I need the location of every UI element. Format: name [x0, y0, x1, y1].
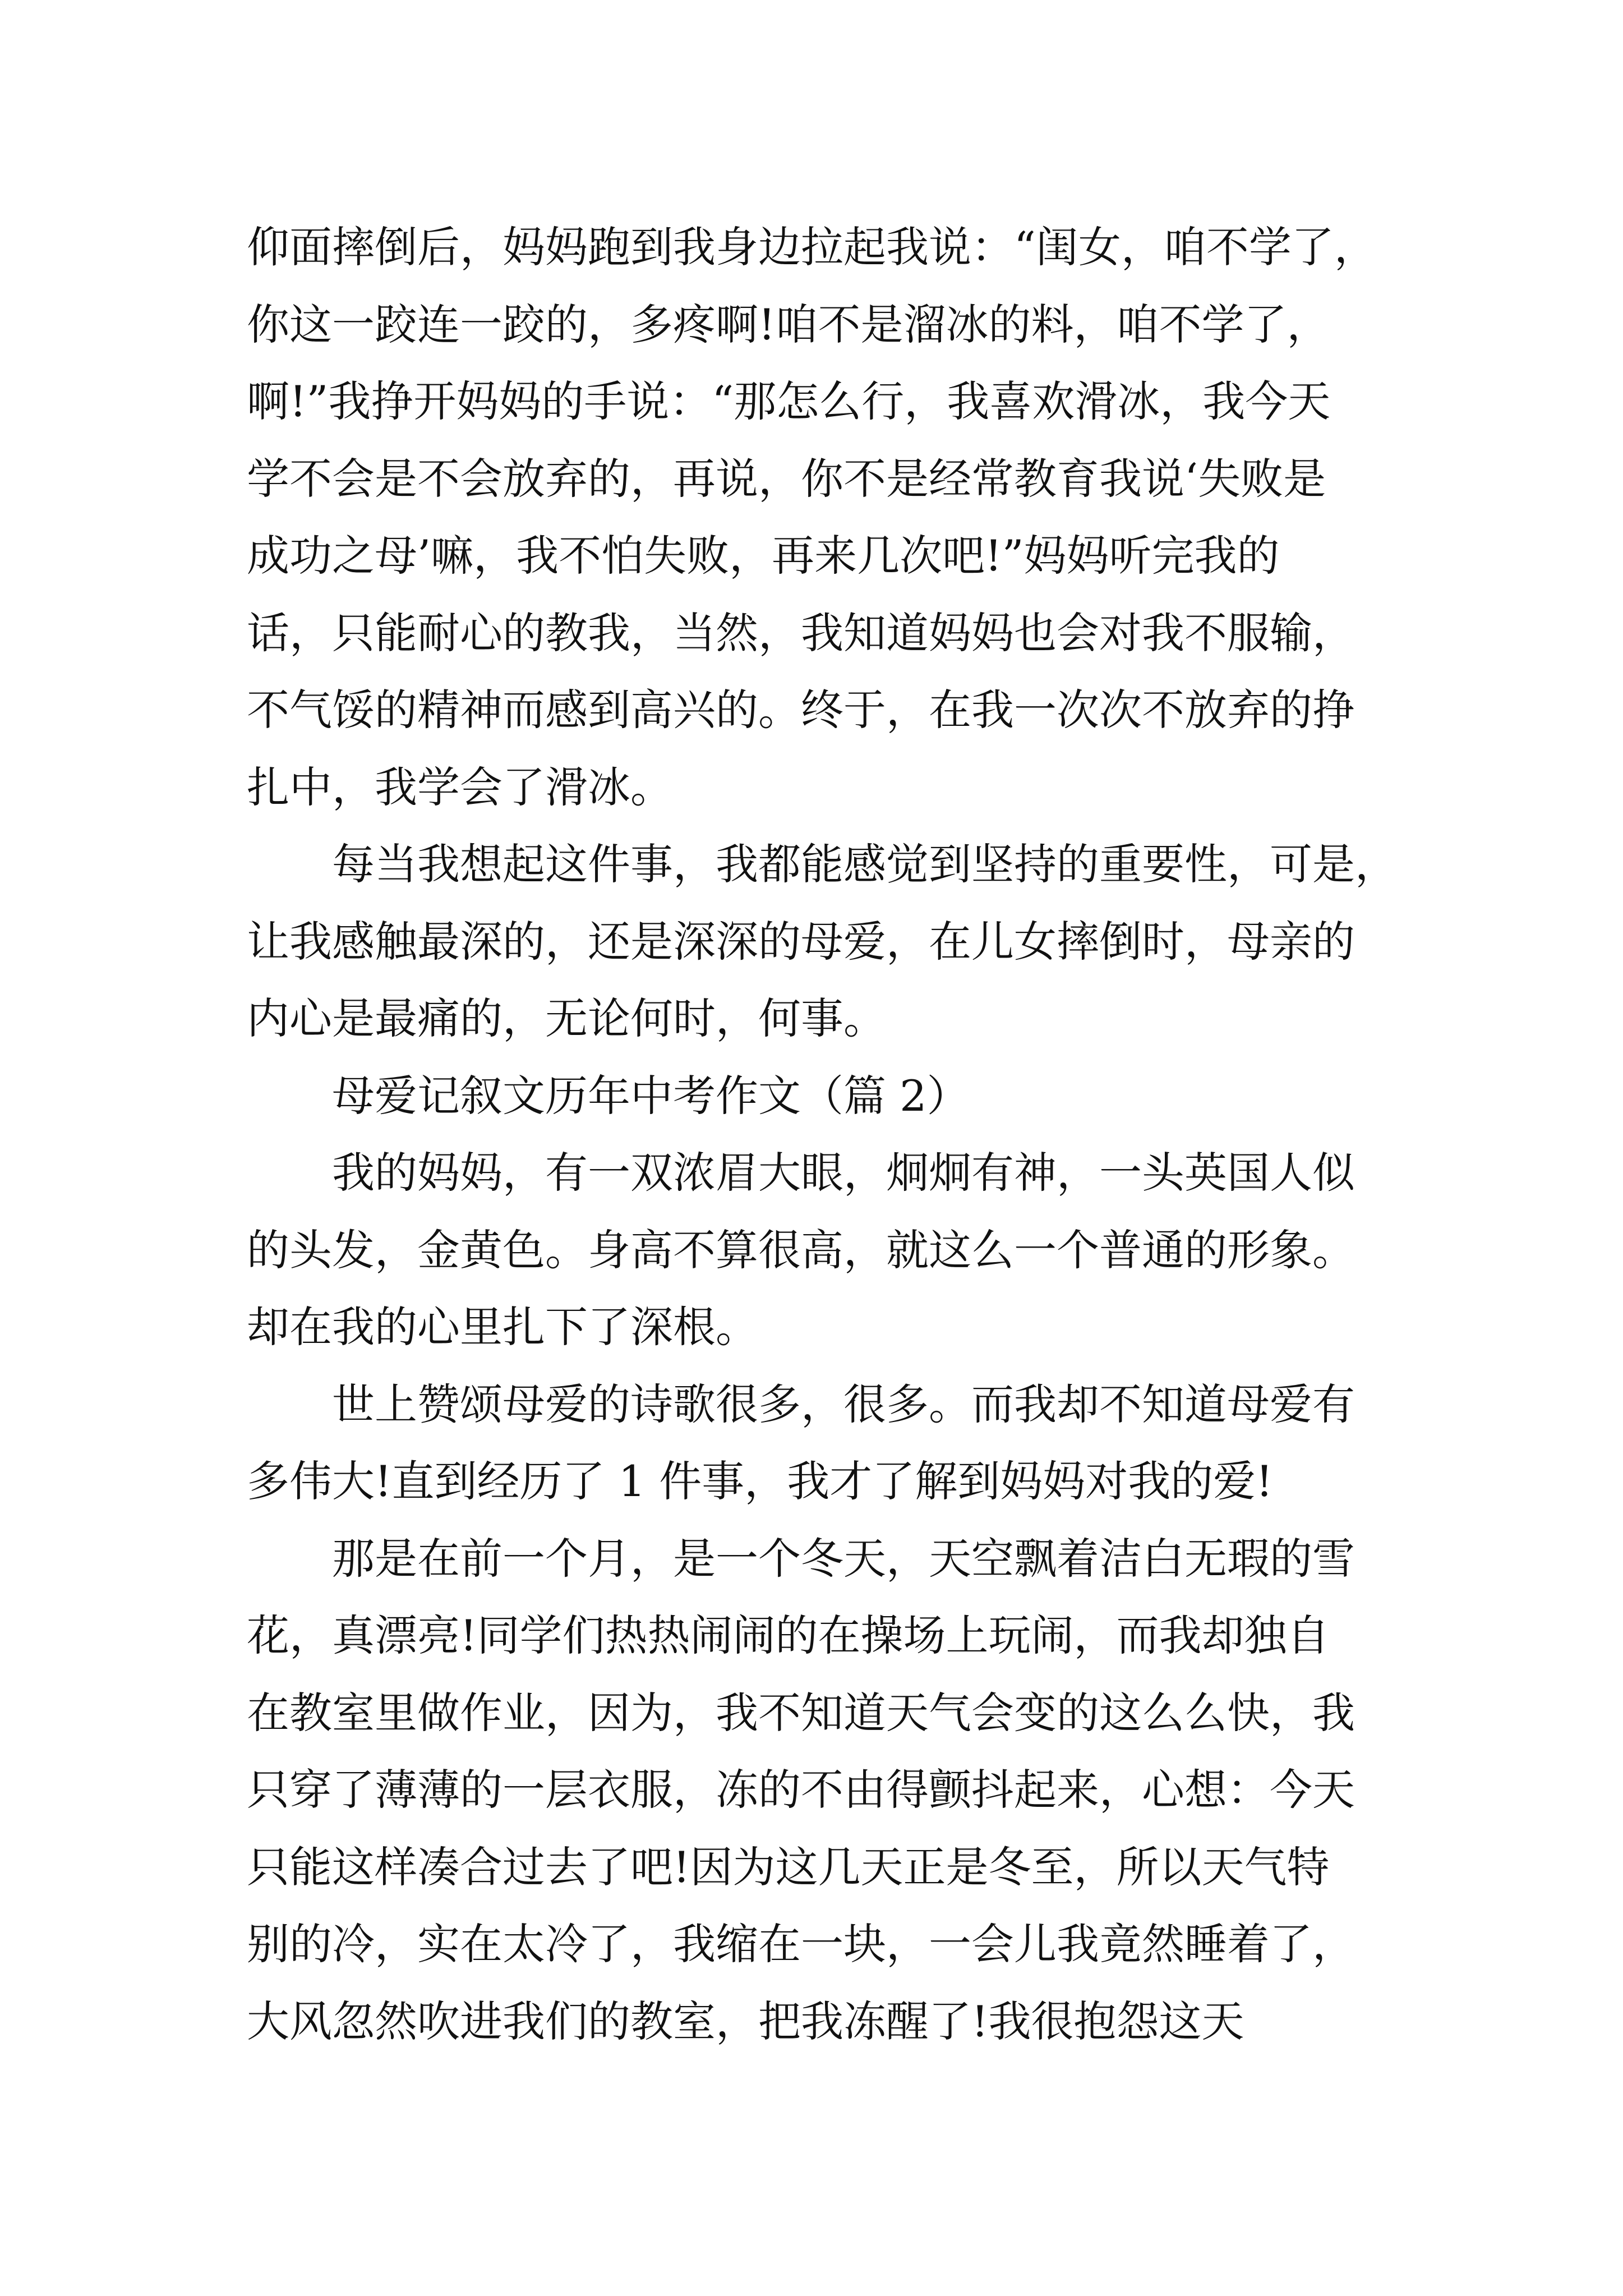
text-line: 在教室里做作业，因为，我不知道天气会变的这么么快，我 [247, 1687, 1355, 1738]
text-line: 你这一跤连一跤的，多疼啊!咱不是溜冰的料，咱不学了， [247, 299, 1330, 349]
text-line: 多伟大!直到经历了 1 件事，我才了解到妈妈对我的爱! [247, 1456, 1273, 1506]
text-line: 不气馁的精神而感到高兴的。终于，在我一次次不放弃的挣 [247, 685, 1355, 735]
text-line: 大风忽然吹进我们的教室，把我冻醒了!我很抱怨这天 [247, 1996, 1244, 2046]
essay-body [247, 209, 1396, 2060]
text-line: 花，真漂亮!同学们热热闹闹的在操场上玩闹，而我却独自 [247, 1611, 1330, 1660]
paragraph-start-line: 那是在前一个月，是一个冬天，天空飘着洁白无瑕的雪 [332, 1533, 1355, 1584]
text-line: 扎中，我学会了滑冰。 [247, 762, 673, 812]
section-heading: 母爱记叙文历年中考作文（篇 2） [332, 1070, 970, 1121]
text-line: 内心是最痛的，无论何时，何事。 [247, 993, 886, 1043]
text-line: 的头发，金黄色。身高不算很高，就这么一个普通的形象。 [247, 1225, 1355, 1275]
paragraph-start-line: 我的妈妈，有一双浓眉大眼，炯炯有神，一头英国人似 [332, 1148, 1355, 1198]
text-line: 仰面摔倒后，妈妈跑到我身边拉起我说：“闺女，咱不学了， [247, 222, 1377, 272]
text-line: 让我感触最深的，还是深深的母爱，在儿女摔倒时，母亲的 [247, 916, 1355, 967]
text-line: 成功之母’嘛，我不怕失败，再来几次吧!”妈妈听完我的 [247, 531, 1280, 581]
text-line: 却在我的心里扎下了深根。 [247, 1302, 758, 1352]
text-line: 学不会是不会放弃的，再说，你不是经常教育我说‘失败是 [247, 453, 1326, 504]
text-line: 只穿了薄薄的一层衣服，冻的不由得颤抖起来，心想：今天 [247, 1765, 1355, 1815]
text-line: 别的冷，实在太冷了，我缩在一块，一会儿我竟然睡着了， [247, 1919, 1355, 1969]
text-line: 话，只能耐心的教我，当然，我知道妈妈也会对我不服输， [247, 608, 1355, 658]
text-line: 啊!”我挣开妈妈的手说：“那怎么行，我喜欢滑冰，我今天 [247, 376, 1331, 426]
paragraph-start-line: 每当我想起这件事，我都能感觉到坚持的重要性，可是， [332, 839, 1398, 889]
text-line: 只能这样凑合过去了吧!因为这几天正是冬至，所以天气特 [247, 1842, 1330, 1892]
paragraph-start-line: 世上赞颂母爱的诗歌很多，很多。而我却不知道母爱有 [332, 1379, 1355, 1429]
